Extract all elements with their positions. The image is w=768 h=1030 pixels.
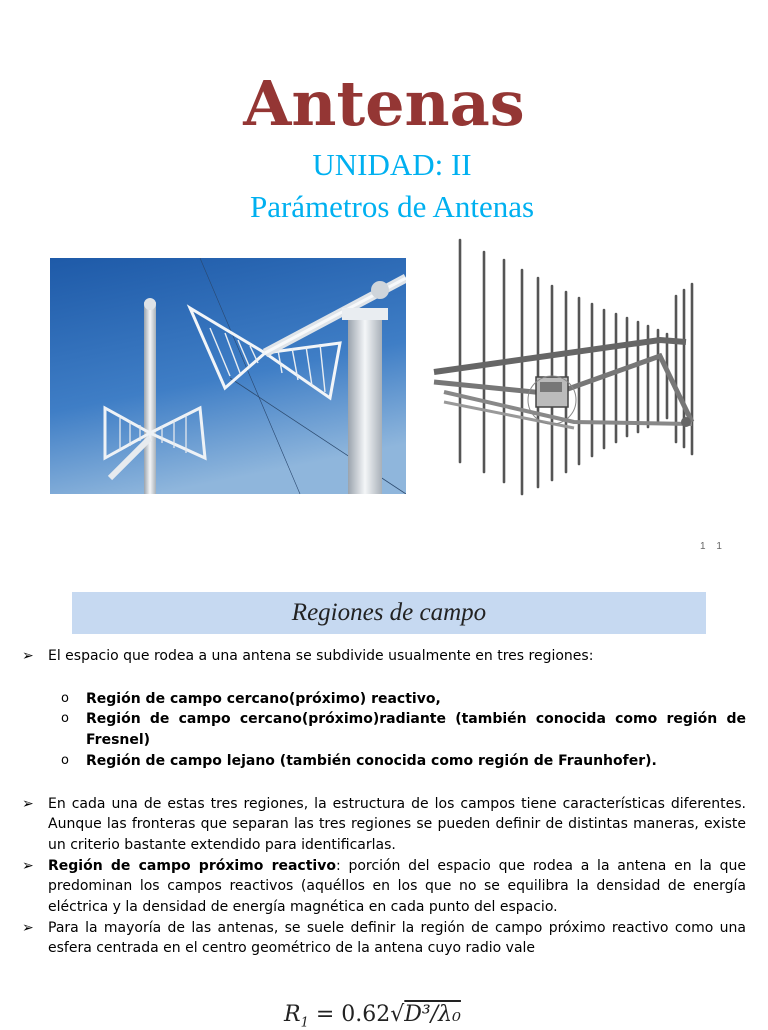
radius-formula: [284, 1002, 461, 1030]
section-title: Regiones de campo: [291, 599, 487, 626]
formula-equals: =: [308, 1002, 342, 1027]
formula-radicand: D³/λ₀: [404, 1002, 461, 1027]
antenna-array-drawing: [424, 232, 714, 502]
formula-coefficient: 0.62: [341, 1002, 391, 1027]
bullet-reactive-region: [22, 856, 746, 918]
page-number: 1 1: [700, 541, 726, 552]
unit-heading: UNIDAD: II: [312, 147, 472, 182]
document-title: Antenas: [243, 67, 525, 140]
bullet-structure: ➢ En cada una de estas tres regiones, la estructura de los campos tiene características diferentes. Aunque las fronteras que separan las tres regiones se pueden definir de distintas maneras, existe un criterio bastante extendido para identificarlas.: [22, 794, 746, 856]
subtitle-heading: Parámetros de Antenas: [249, 189, 535, 224]
antenna-photo-sky: [50, 258, 406, 494]
reactive-region-definition: : porción del espacio que rodea a la antena en la que predominan los campos reactivos (aquéllos en los que no se equilibra la densidad de energía eléctrica y la densidad de energía magnética en cada punto del espacio.: [48, 857, 746, 916]
sqrt-symbol: √: [390, 1002, 405, 1027]
section-banner: [72, 592, 706, 634]
region-item-2: o Región de campo cercano(próximo)radiante (también conocida como región de Fresnel): [22, 709, 746, 750]
region-item-3: o Región de campo lejano (también conocida como región de Fraunhofer).: [22, 751, 746, 772]
region-item-1: o Región de campo cercano(próximo) reactivo,: [22, 689, 746, 710]
formula-lhs: R: [284, 1002, 301, 1027]
bullet-intro: ➢ El espacio que rodea a una antena se subdivide usualmente en tres regiones:: [22, 646, 746, 667]
body-content: [22, 646, 746, 959]
reactive-region-term: Región de campo próximo reactivo: [48, 857, 336, 874]
bullet-sphere-radius: ➢ Para la mayoría de las antenas, se suele definir la región de campo próximo reactivo como una esfera centrada en el centro geométrico de la antena cuyo radio vale: [22, 918, 746, 959]
formula-lhs-subscript: 1: [300, 1015, 309, 1030]
